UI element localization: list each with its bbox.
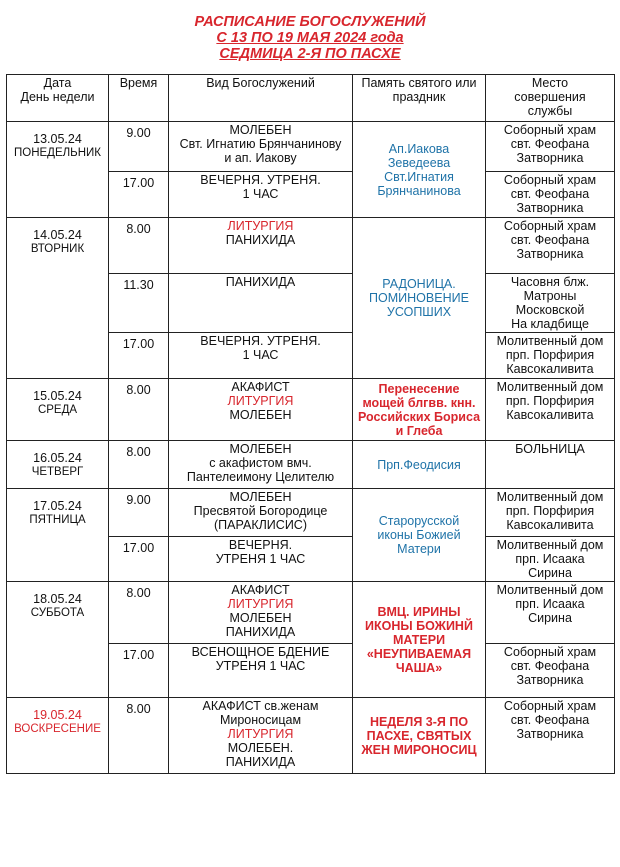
text-line: Молитвенный дом <box>496 490 604 504</box>
memory-cell <box>353 218 486 379</box>
text-line: Затворника <box>516 201 584 215</box>
day-weekday: СРЕДА <box>37 404 78 416</box>
text-line: ЧАША» <box>395 660 443 675</box>
text-line: прп. Порфирия <box>505 504 595 518</box>
text-line: Московской <box>515 303 585 317</box>
text-line: 1 ЧАС <box>242 348 279 362</box>
day-weekday: ЧЕТВЕРГ <box>31 466 84 478</box>
text-line: МОЛЕБЕН <box>229 490 292 504</box>
text-line: Соборный храм <box>503 123 597 137</box>
text-line: (ПАРАКЛИСИС) <box>214 518 307 532</box>
day-weekday: СУББОТА <box>30 607 85 619</box>
text-line: Кавсокаливита <box>506 408 594 422</box>
text-line: Свт. Игнатию Брянчанинову <box>179 137 342 151</box>
schedule-body <box>7 122 615 774</box>
text-line: с акафистом вмч. <box>209 456 312 470</box>
service-type-cell <box>169 122 353 172</box>
memory-cell <box>353 698 486 774</box>
text-line: Матери <box>397 542 441 556</box>
text-line: ЛИТУРГИЯ <box>227 219 294 233</box>
text-line: свт. Феофана <box>510 233 590 247</box>
text-line: ЛИТУРГИЯ <box>227 727 294 741</box>
service-place-cell <box>486 698 615 774</box>
text-line: иконы Божией <box>377 528 461 542</box>
text-line: ВЕЧЕРНЯ. УТРЕНЯ. <box>200 173 321 187</box>
text-line: ЛИТУРГИЯ <box>227 597 294 611</box>
text-line: прп. Исаака <box>515 597 585 611</box>
text-line: МОЛЕБЕН <box>229 123 292 137</box>
text-line: ВСЕНОЩНОЕ БДЕНИЕ <box>191 645 330 659</box>
schedule-table <box>6 74 615 774</box>
service-time: 17.00 <box>109 537 169 582</box>
service-place-cell <box>486 441 615 489</box>
text-line: Молитвенный дом <box>496 583 604 597</box>
text-line: Российских Бориса <box>357 409 481 424</box>
text-line: УТРЕНЯ 1 ЧАС <box>215 659 306 673</box>
day-date: 13.05.24 <box>33 132 82 146</box>
text-line: Прп.Феодисия <box>377 457 461 472</box>
text-line: Зеведеева <box>387 155 451 170</box>
text-line: УСОПШИХ <box>386 305 452 319</box>
service-type-cell <box>169 333 353 379</box>
text-line: свт. Феофана <box>510 187 590 201</box>
service-place-cell <box>486 122 615 172</box>
day-date-cell <box>7 218 109 379</box>
memory-cell <box>353 441 486 489</box>
text-line: Соборный храм <box>503 173 597 187</box>
day-date-cell <box>7 489 109 582</box>
day-date: 17.05.24 <box>33 499 82 513</box>
service-place-cell <box>486 644 615 698</box>
service-time: 17.00 <box>109 333 169 379</box>
text-line: МОЛЕБЕН <box>229 408 292 422</box>
text-line: Свт.Игнатия <box>384 169 454 184</box>
text-line: Затворника <box>516 151 584 165</box>
service-time: 8.00 <box>109 441 169 489</box>
text-line: ПАНИХИДА <box>225 275 296 289</box>
text-line: РАДОНИЦА. <box>382 277 456 291</box>
header-memory: Память святого или праздник <box>353 75 486 122</box>
service-time: 11.30 <box>109 274 169 333</box>
header-date: Дата День недели <box>7 75 109 122</box>
text-line: Перенесение <box>378 381 460 396</box>
text-line: Молитвенный дом <box>496 334 604 348</box>
day-date-cell <box>7 582 109 698</box>
text-line: АКАФИСТ <box>231 380 290 394</box>
schedule-row <box>7 218 615 274</box>
header-time: Время <box>109 75 169 122</box>
text-line: БОЛЬНИЦА <box>515 442 585 456</box>
day-date: 19.05.24 <box>33 708 82 722</box>
text-line: Сирина <box>528 566 572 580</box>
title-line-1: РАСПИСАНИЕ БОГОСЛУЖЕНИЙ <box>194 14 426 30</box>
service-place-cell <box>486 582 615 644</box>
text-line: Соборный храм <box>503 645 597 659</box>
service-place-cell <box>486 218 615 274</box>
service-type-cell <box>169 172 353 218</box>
text-line: Мироносицам <box>219 713 302 727</box>
text-line: свт. Феофана <box>510 137 590 151</box>
text-line: ПАНИХИДА <box>225 625 296 639</box>
text-line: Ап.Иакова <box>388 141 450 156</box>
day-date: 15.05.24 <box>33 389 82 403</box>
header-place: Место совершения службы <box>486 75 615 122</box>
text-line: Часовня блж. <box>510 275 590 289</box>
text-line: прп. Порфирия <box>505 394 595 408</box>
service-place-cell <box>486 489 615 537</box>
page-title <box>0 14 620 62</box>
text-line: ПАНИХИДА <box>225 233 296 247</box>
schedule-row <box>7 698 615 774</box>
text-line: «НЕУПИВАЕМАЯ <box>366 646 472 661</box>
memory-cell <box>353 582 486 698</box>
service-time: 8.00 <box>109 582 169 644</box>
text-line: На кладбище <box>511 317 589 331</box>
service-type-cell <box>169 698 353 774</box>
schedule-row <box>7 379 615 441</box>
day-weekday: ВТОРНИК <box>30 243 85 255</box>
text-line: Старорусской <box>378 514 460 528</box>
text-line: Матроны <box>523 289 577 303</box>
text-line: Сирина <box>528 611 572 625</box>
text-line: Молитвенный дом <box>496 538 604 552</box>
text-line: МОЛЕБЕН <box>229 442 292 456</box>
text-line: Пантелеимону Целителю <box>186 470 335 484</box>
day-date: 16.05.24 <box>33 451 82 465</box>
service-time: 9.00 <box>109 489 169 537</box>
text-line: ЖЕН МИРОНОСИЦ <box>361 742 477 757</box>
text-line: МОЛЕБЕН. <box>227 741 294 755</box>
day-date: 14.05.24 <box>33 228 82 242</box>
service-time: 8.00 <box>109 379 169 441</box>
text-line: НЕДЕЛЯ 3-Я ПО <box>369 714 469 729</box>
text-line: ВЕЧЕРНЯ. <box>228 538 293 552</box>
text-line: Соборный храм <box>503 699 597 713</box>
service-type-cell <box>169 489 353 537</box>
text-line: и ап. Иакову <box>224 151 297 165</box>
text-line: Брянчанинова <box>377 183 461 198</box>
schedule-row <box>7 582 615 644</box>
day-date-cell <box>7 698 109 774</box>
text-line: ПОМИНОВЕНИЕ <box>369 291 469 305</box>
memory-cell <box>353 489 486 582</box>
text-line: Соборный храм <box>503 219 597 233</box>
service-place-cell <box>486 333 615 379</box>
service-time: 8.00 <box>109 698 169 774</box>
text-line: ИКОНЫ БОЖИНЙ <box>365 618 473 633</box>
service-time: 17.00 <box>109 172 169 218</box>
text-line: Затворника <box>516 727 584 741</box>
text-line: ПАНИХИДА <box>225 755 296 769</box>
service-time: 17.00 <box>109 644 169 698</box>
text-line: УТРЕНЯ 1 ЧАС <box>215 552 306 566</box>
day-weekday: ПЯТНИЦА <box>29 514 86 526</box>
service-place-cell <box>486 537 615 582</box>
text-line: Кавсокаливита <box>506 362 594 376</box>
text-line: Пресвятой Богородице <box>193 504 328 518</box>
schedule-row <box>7 441 615 489</box>
text-line: МОЛЕБЕН <box>229 611 292 625</box>
day-date: 18.05.24 <box>33 592 82 606</box>
service-type-cell <box>169 537 353 582</box>
schedule-row <box>7 122 615 172</box>
memory-cell <box>353 122 486 218</box>
day-weekday: ВОСКРЕСЕНИЕ <box>14 723 101 735</box>
service-time: 9.00 <box>109 122 169 172</box>
text-line: прп. Порфирия <box>505 348 595 362</box>
text-line: ПАСХЕ, СВЯТЫХ <box>366 728 472 743</box>
text-line: ВМЦ. ИРИНЫ <box>377 604 461 619</box>
header-service: Вид Богослужений <box>169 75 353 122</box>
schedule-row <box>7 489 615 537</box>
header-row <box>7 75 615 122</box>
title-line-2: С 13 ПО 19 МАЯ 2024 года <box>216 30 404 46</box>
service-type-cell <box>169 582 353 644</box>
text-line: свт. Феофана <box>510 713 590 727</box>
text-line: свт. Феофана <box>510 659 590 673</box>
service-type-cell <box>169 379 353 441</box>
text-line: Молитвенный дом <box>496 380 604 394</box>
text-line: 1 ЧАС <box>242 187 279 201</box>
day-date-cell <box>7 379 109 441</box>
service-type-cell <box>169 644 353 698</box>
text-line: прп. Исаака <box>515 552 585 566</box>
title-line-3: СЕДМИЦА 2-Я ПО ПАСХЕ <box>219 46 401 62</box>
text-line: Затворника <box>516 673 584 687</box>
text-line: АКАФИСТ св.женам <box>202 699 319 713</box>
service-place-cell <box>486 172 615 218</box>
day-date-cell <box>7 122 109 218</box>
service-time: 8.00 <box>109 218 169 274</box>
text-line: Кавсокаливита <box>506 518 594 532</box>
memory-cell <box>353 379 486 441</box>
service-place-cell <box>486 274 615 333</box>
service-type-cell <box>169 441 353 489</box>
text-line: ВЕЧЕРНЯ. УТРЕНЯ. <box>200 334 321 348</box>
day-weekday: ПОНЕДЕЛЬНИК <box>13 147 101 159</box>
text-line: ЛИТУРГИЯ <box>227 394 294 408</box>
service-place-cell <box>486 379 615 441</box>
text-line: МАТЕРИ <box>392 632 446 647</box>
text-line: АКАФИСТ <box>231 583 290 597</box>
service-type-cell <box>169 274 353 333</box>
service-type-cell <box>169 218 353 274</box>
text-line: мощей блгвв. кнн. <box>362 395 476 410</box>
text-line: и Глеба <box>395 423 443 438</box>
day-date-cell <box>7 441 109 489</box>
text-line: Затворника <box>516 247 584 261</box>
